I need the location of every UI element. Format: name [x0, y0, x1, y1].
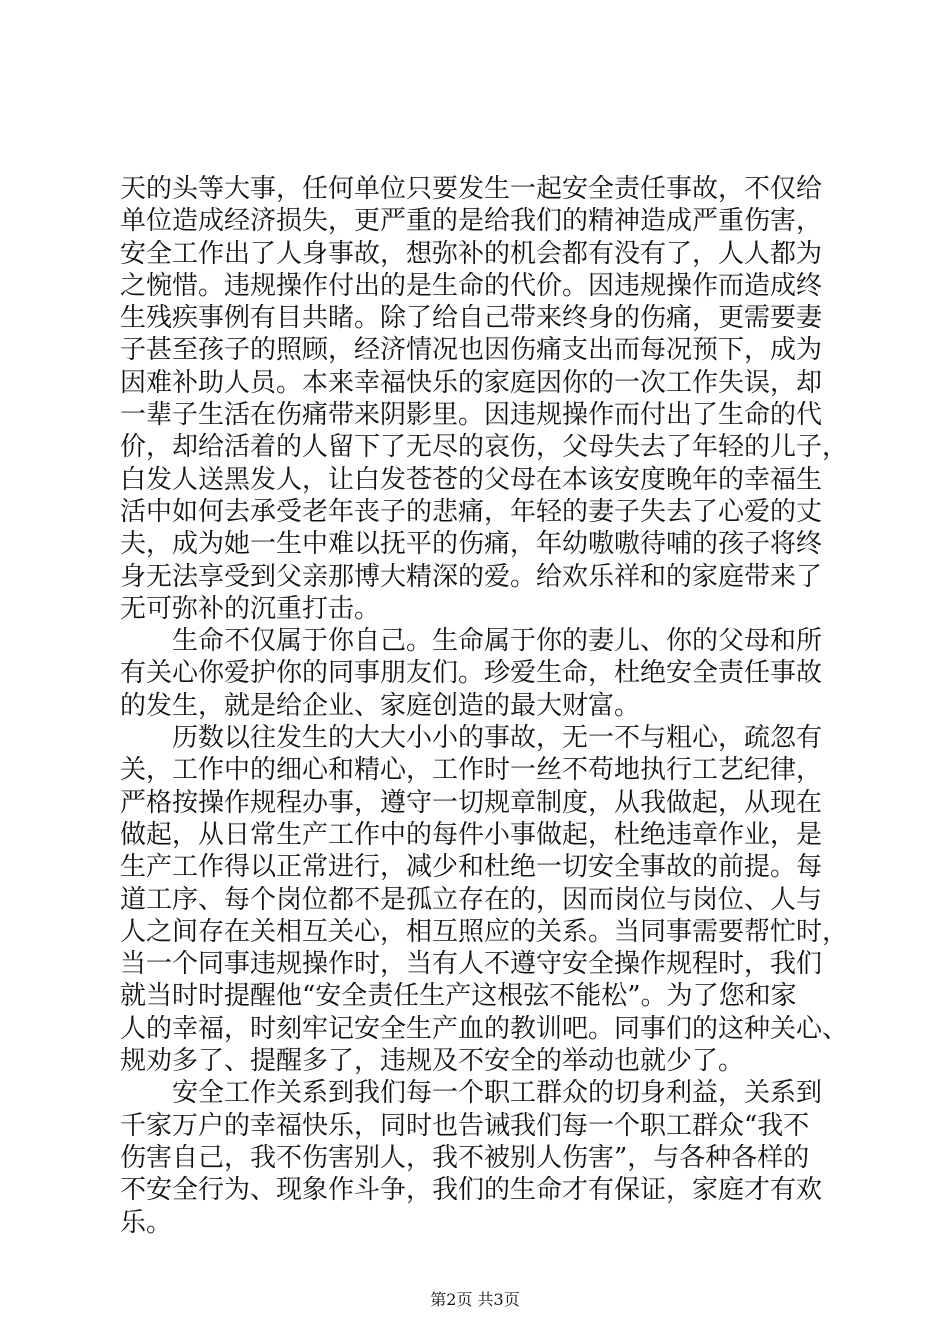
text-line: 白发人送黑发人，让白发苍苍的父母在本该安度晚年的幸福生	[120, 464, 823, 495]
text-line: 不安全行为、现象作斗争，我们的生命才有保证，家庭才有欢	[120, 1175, 823, 1206]
text-line: 无可弥补的沉重打击。	[120, 593, 381, 624]
text-line: 当一个同事违规操作时，当有人不遵守安全操作规程时，我们	[120, 949, 823, 980]
text-line: 人的幸福，时刻牢记安全生产血的教训吧。同事们的这种关心、	[120, 1013, 849, 1044]
text-line: 的发生，就是给企业、家庭创造的最大财富。	[120, 690, 641, 721]
text-line: 伤害自己，我不伤害别人，我不被别人伤害”，与各种各样的	[120, 1142, 810, 1173]
text-line: 有关心你爱护你的同事朋友们。珍爱生命，杜绝安全责任事故	[120, 658, 823, 689]
text-line: 人之间存在关相互关心，相互照应的关系。当同事需要帮忙时，	[120, 916, 849, 947]
text-line: 因难补助人员。本来幸福快乐的家庭因你的一次工作失误，却	[120, 367, 823, 398]
text-line: 乐。	[120, 1207, 173, 1238]
text-line: 子甚至孩子的照顾，经济情况也因伤痛支出而每况预下，成为	[120, 335, 823, 366]
text-line: 千家万户的幸福快乐，同时也告诫我们每一个职工群众“我不	[120, 1110, 810, 1141]
text-line: 价，却给活着的人留下了无尽的哀伤，父母失去了年轻的儿子，	[120, 432, 849, 463]
text-line: 单位造成经济损失，更严重的是给我们的精神造成严重伤害，	[120, 206, 823, 237]
text-line: 生残疾事例有目共睹。除了给自己带来终身的伤痛，更需要妻	[120, 303, 823, 334]
text-line: 规劝多了、提醒多了，违规及不安全的举动也就少了。	[120, 1046, 745, 1077]
text-line: 严格按操作规程办事，遵守一切规章制度，从我做起，从现在	[120, 787, 823, 818]
text-line: 道工序、每个岗位都不是孤立存在的，因而岗位与岗位、人与	[120, 884, 823, 915]
text-line: 生命不仅属于你自己。生命属于你的妻儿、你的父母和所	[120, 626, 823, 657]
text-line: 之惋惜。违规操作付出的是生命的代价。因违规操作而造成终	[120, 270, 823, 301]
body-text	[120, 173, 849, 1239]
page-footer: 第2页 共3页	[430, 1290, 520, 1309]
text-line: 活中如何去承受老年丧子的悲痛，年轻的妻子失去了心爱的丈	[120, 496, 823, 527]
text-line: 夫，成为她一生中难以抚平的伤痛，年幼嗷嗷待哺的孩子将终	[120, 529, 823, 560]
text-line: 就当时时提醒他“安全责任生产这根弦不能松”。为了您和家	[120, 981, 797, 1012]
text-line: 安全工作出了人身事故，想弥补的机会都有没有了，人人都为	[120, 238, 823, 269]
text-line: 做起，从日常生产工作中的每件小事做起，杜绝违章作业，是	[120, 819, 823, 850]
text-line: 一辈子生活在伤痛带来阴影里。因违规操作而付出了生命的代	[120, 400, 823, 431]
text-line: 安全工作关系到我们每一个职工群众的切身利益，关系到	[120, 1078, 823, 1109]
text-line: 历数以往发生的大大小小的事故，无一不与粗心，疏忽有	[120, 723, 823, 754]
text-line: 天的头等大事，任何单位只要发生一起安全责任事故，不仅给	[120, 174, 823, 204]
text-line: 身无法享受到父亲那博大精深的爱。给欢乐祥和的家庭带来了	[120, 561, 823, 592]
text-line: 关，工作中的细心和精心，工作时一丝不苟地执行工艺纪律，	[120, 755, 823, 786]
text-line: 生产工作得以正常进行，减少和杜绝一切安全事故的前提。每	[120, 852, 823, 883]
